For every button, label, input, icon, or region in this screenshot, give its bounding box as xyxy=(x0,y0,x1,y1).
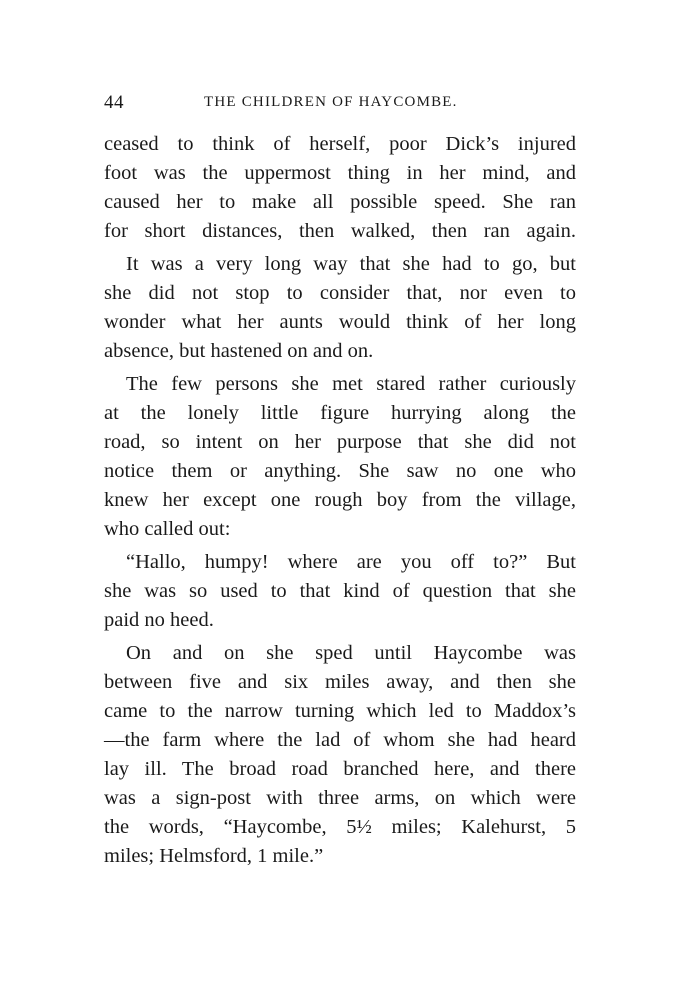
text-line: caused her to make all possible speed. She ran xyxy=(104,191,576,213)
text-line: The few persons she met stared rather curiously xyxy=(126,373,576,395)
running-head xyxy=(104,92,582,114)
text-line: wonder what her aunts would think of her long xyxy=(104,311,576,333)
text-line: notice them or anything. She saw no one who xyxy=(104,460,576,482)
page-number: 44 xyxy=(104,92,124,113)
text-line: she was so used to that kind of question that she xyxy=(104,580,576,602)
text-line: she did not stop to consider that, nor even to xyxy=(104,282,576,304)
text-line: knew her except one rough boy from the village, xyxy=(104,489,576,511)
text-line: the words, “Haycombe, 5½ miles; Kalehurst, 5 xyxy=(104,816,576,838)
text-line: On and on she sped until Haycombe was xyxy=(126,642,576,664)
text-line: “Hallo, humpy! where are you off to?” But xyxy=(126,551,576,573)
text-line: ceased to think of herself, poor Dick’s injured xyxy=(104,133,576,155)
text-line: came to the narrow turning which led to Maddox’s xyxy=(104,700,576,722)
text-line: between five and six miles away, and then she xyxy=(104,671,576,693)
text-line: miles; Helmsford, 1 mile.” xyxy=(104,845,324,867)
running-title: THE CHILDREN OF HAYCOMBE. xyxy=(204,94,458,110)
text-line: foot was the uppermost thing in her mind, and xyxy=(104,162,576,184)
text-line: was a sign-post with three arms, on which were xyxy=(104,787,576,809)
text-line: lay ill. The broad road branched here, and there xyxy=(104,758,576,780)
body-text xyxy=(104,130,576,871)
text-line: road, so intent on her purpose that she did not xyxy=(104,431,576,453)
text-line: who called out: xyxy=(104,518,231,540)
text-line: for short distances, then walked, then ran again. xyxy=(104,220,576,242)
text-line: at the lonely little figure hurrying along the xyxy=(104,402,576,424)
text-line: —the farm where the lad of whom she had heard xyxy=(104,729,576,751)
text-line: It was a very long way that she had to go, but xyxy=(126,253,576,275)
text-line: absence, but hastened on and on. xyxy=(104,340,374,362)
text-line: paid no heed. xyxy=(104,609,214,631)
